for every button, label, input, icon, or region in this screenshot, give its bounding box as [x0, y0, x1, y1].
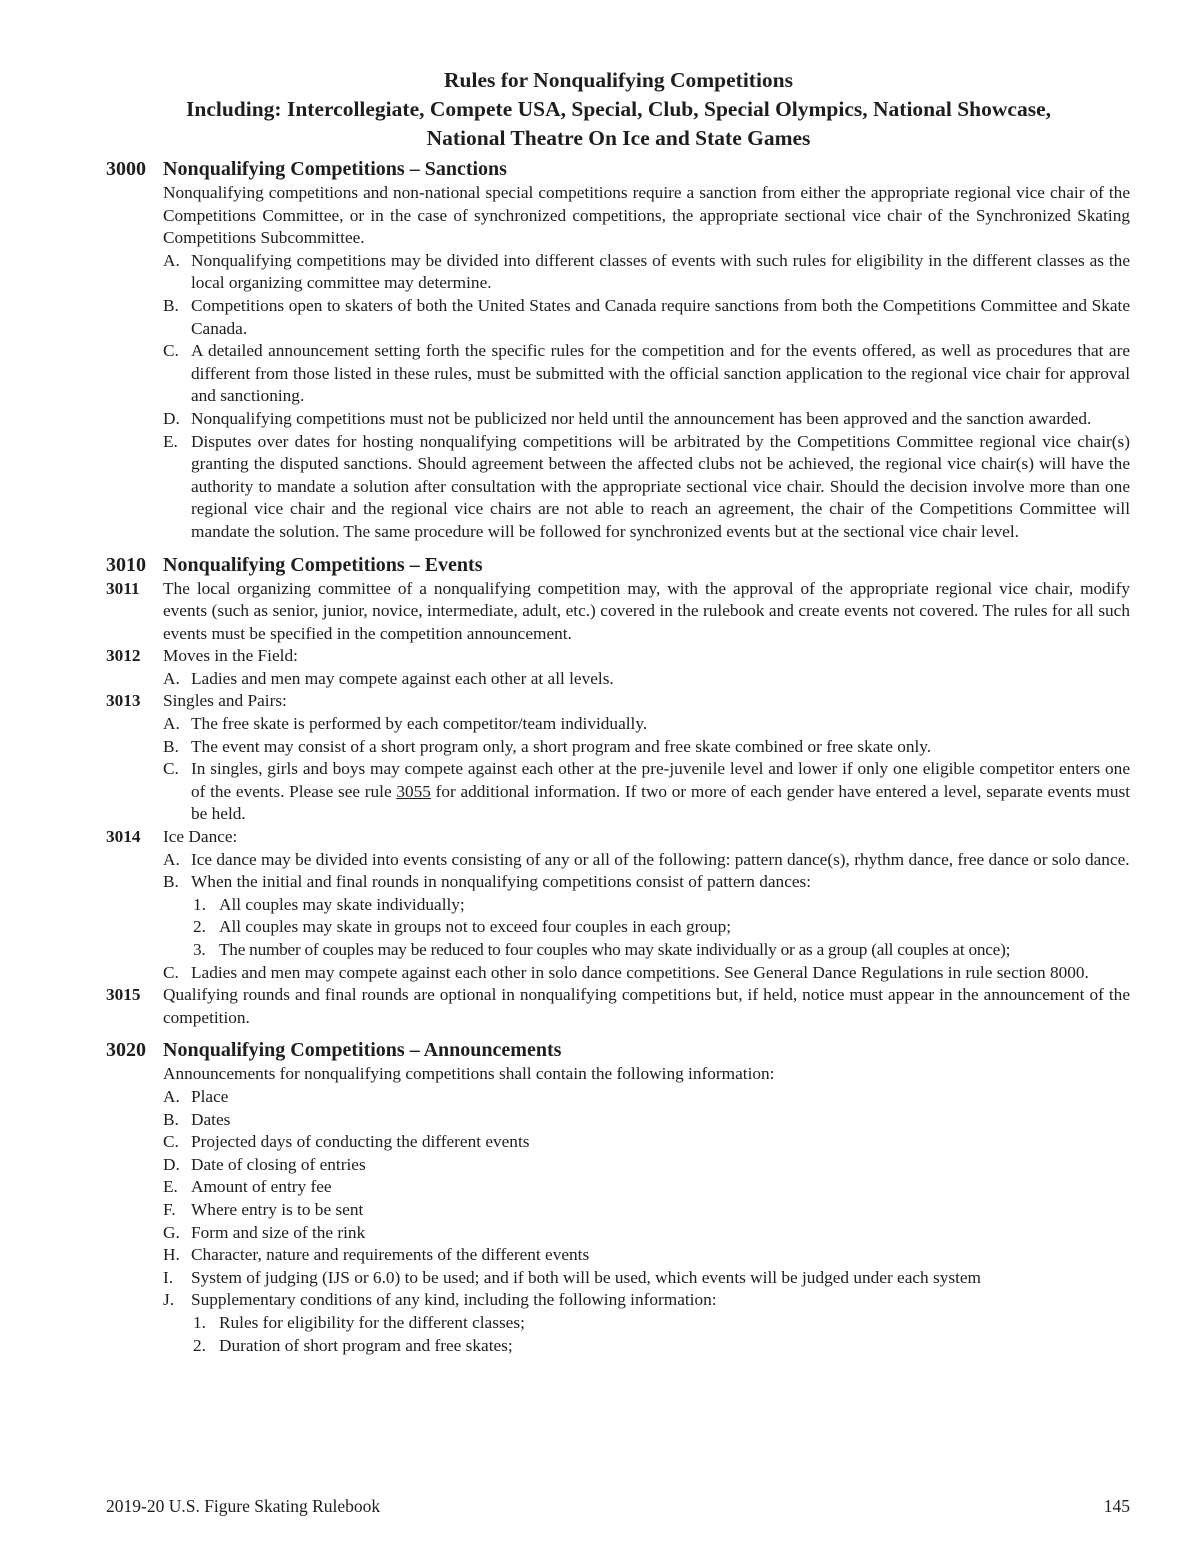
list-item — [106, 408, 1130, 431]
list-item — [106, 849, 1130, 872]
list-item — [106, 758, 1130, 826]
rule-number: 3012 — [106, 646, 141, 666]
item-label: H. — [163, 1245, 180, 1265]
item-label: D. — [163, 408, 180, 428]
item-text: Place — [191, 1086, 229, 1106]
footer-book-title: 2019-20 U.S. Figure Skating Rulebook — [106, 1496, 381, 1516]
rule-3011 — [106, 578, 1130, 646]
item-label: C. — [163, 962, 179, 982]
item-text-after: for additional information. If two or more of each gender have entered a level, separate events must be held. — [191, 781, 1130, 824]
item-label: A. — [163, 1086, 180, 1106]
item-label: C. — [163, 1132, 179, 1152]
rule-3015 — [106, 984, 1130, 1029]
section-title: Nonqualifying Competitions – Events — [163, 553, 483, 576]
item-text: Disputes over dates for hosting nonqualifying competitions will be arbitrated by the Competitions Committee regional vice chair(s) granting the disputed sanctions. Should agreement between the affected clubs not be achieved, the regional vice chair(s) will have the authority to mandate a solution after consultation with the appropriate sectional vice chair. Should the decision involve more than one regional vice chair and the regional vice chairs are not able to reach an agreement, the chair of the Competitions Committee will mandate the solution. The same procedure will be followed for synchronized events but at the sectional vice chair level. — [191, 431, 1130, 541]
sub-label: 1. — [193, 1312, 206, 1332]
sub-item — [106, 916, 1130, 939]
item-text: Dates — [191, 1109, 231, 1129]
section-title: Nonqualifying Competitions – Sanctions — [163, 158, 507, 180]
list-item — [106, 1289, 1130, 1312]
list-item — [106, 250, 1130, 295]
item-text: Where entry is to be sent — [191, 1199, 364, 1219]
list-item — [106, 1086, 1130, 1109]
list-item — [106, 962, 1130, 985]
list-item — [106, 1222, 1130, 1245]
title-line-2: Including: Intercollegiate, Compete USA, Special, Club, Special Olympics, National Showcase, — [186, 97, 1051, 121]
list-item — [106, 1199, 1130, 1222]
sub-label: 2. — [193, 917, 206, 937]
item-label: I. — [163, 1267, 174, 1287]
list-item — [106, 713, 1130, 736]
item-text: Character, nature and requirements of the different events — [191, 1245, 590, 1265]
rules-content — [106, 156, 1130, 1357]
item-text: The free skate is performed by each competitor/team individually. — [191, 714, 648, 734]
rule-text: The local organizing committee of a nonqualifying competition may, with the approval of the appropriate regional vice chair, modify events (such as senior, junior, novice, intermediate, adult, etc.) covered in the rulebook and create events not covered. The rules for all such events must be specified in the competition announcement. — [163, 578, 1130, 643]
list-item — [106, 668, 1130, 691]
sub-text: All couples may skate individually; — [219, 894, 465, 914]
item-label: D. — [163, 1154, 180, 1174]
sub-text: All couples may skate in groups not to exceed four couples in each group; — [219, 917, 732, 937]
section-heading-3020 — [106, 1037, 1130, 1063]
page-number: 145 — [1103, 1496, 1130, 1516]
item-text: Ladies and men may compete against each other in solo dance competitions. See General Dance Regulations in rule section 8000. — [191, 962, 1089, 982]
sub-label: 2. — [193, 1335, 206, 1355]
item-text: Ice dance may be divided into events consisting of any or all of the following: pattern dance(s), rhythm dance, free dance or solo dance. — [191, 849, 1130, 869]
section-title: Nonqualifying Competitions – Announcements — [163, 1039, 562, 1062]
rule-number: 3015 — [106, 985, 141, 1005]
item-label: C. — [163, 759, 179, 779]
item-label: A. — [163, 668, 180, 688]
list-item — [106, 871, 1130, 894]
list-item — [106, 431, 1130, 544]
sub-item — [106, 894, 1130, 917]
section-intro: Announcements for nonqualifying competitions shall contain the following information: — [163, 1064, 775, 1084]
sub-label: 3. — [193, 940, 206, 959]
section-heading-3010 — [106, 552, 1130, 578]
item-text: Nonqualifying competitions must not be publicized nor held until the announcement has been approved and the sanction awarded. — [191, 408, 1092, 428]
rule-3014 — [106, 826, 1130, 849]
item-text: Projected days of conducting the different events — [191, 1132, 530, 1152]
section-intro: Nonqualifying competitions and non-national special competitions require a sanction from either the appropriate regional vice chair of the Competitions Committee, or in the case of synchronized competitions, the appropriate sectional vice chair of the Synchronized Skating Competitions Subcommittee. — [163, 183, 1130, 248]
section-heading-3000 — [106, 156, 1130, 182]
item-label: E. — [163, 431, 178, 451]
item-text: A detailed announcement setting forth the specific rules for the competition and for the events offered, as well as procedures that are different from those listed in these rules, must be submitted with the official sanction application to the regional vice chair for approval and sanctioning. — [191, 341, 1130, 406]
sub-text: Duration of short program and free skates; — [219, 1335, 513, 1355]
item-label: A. — [163, 849, 180, 869]
rule-3012 — [106, 645, 1130, 668]
section-number: 3020 — [106, 1039, 146, 1062]
rule-3013 — [106, 690, 1130, 713]
list-item — [106, 295, 1130, 340]
item-label: J. — [163, 1290, 175, 1310]
sub-item — [106, 939, 1130, 962]
sub-item — [106, 1312, 1130, 1335]
list-item — [106, 1267, 1130, 1290]
item-label: B. — [163, 736, 179, 756]
section-number: 3000 — [106, 158, 146, 180]
rule-number: 3014 — [106, 827, 141, 847]
sub-item — [106, 1335, 1130, 1358]
rule-text: Moves in the Field: — [163, 646, 298, 666]
title-line-3: National Theatre On Ice and State Games — [426, 126, 811, 150]
item-label: F. — [163, 1199, 176, 1219]
item-label: A. — [163, 250, 180, 270]
item-text: When the initial and final rounds in nonqualifying competitions consist of pattern dances: — [191, 872, 812, 892]
list-item — [106, 1176, 1130, 1199]
rule-text: Ice Dance: — [163, 827, 238, 847]
item-label: G. — [163, 1222, 180, 1242]
item-text: The event may consist of a short program only, a short program and free skate combined or free skate only. — [191, 736, 932, 756]
list-item — [106, 1109, 1130, 1132]
item-label: B. — [163, 872, 179, 892]
item-text-before: In singles, girls and boys may compete against each other at the pre-juvenile level and lower if only one eligible competitor enters one of the events. Please see rule — [191, 759, 1130, 801]
item-label: A. — [163, 714, 180, 734]
item-text: Competitions open to skaters of both the United States and Canada require sanctions from both the Competitions Committee and Skate Canada. — [191, 295, 1130, 338]
item-label: E. — [163, 1177, 178, 1197]
sub-text: Rules for eligibility for the different classes; — [219, 1312, 525, 1332]
item-label: B. — [163, 295, 179, 315]
item-text: Ladies and men may compete against each other at all levels. — [191, 668, 614, 688]
rule-number: 3013 — [106, 691, 141, 711]
list-item — [106, 1154, 1130, 1177]
rule-text: Qualifying rounds and final rounds are optional in nonqualifying competitions but, if held, notice must appear in the announcement of the competition. — [163, 985, 1130, 1027]
page-title — [0, 66, 1200, 153]
list-item — [106, 1131, 1130, 1154]
rule-number: 3011 — [106, 578, 140, 598]
item-text: System of judging (IJS or 6.0) to be used; and if both will be used, which events will be judged under each system — [191, 1267, 982, 1287]
item-label: C. — [163, 341, 179, 361]
sub-text: The number of couples may be reduced to four couples who may skate individually or as a group (all couples at once); — [219, 940, 1011, 959]
section-number: 3010 — [106, 553, 146, 576]
rule-text: Singles and Pairs: — [163, 691, 287, 711]
title-line-1: Rules for Nonqualifying Competitions — [443, 68, 794, 92]
list-item — [106, 1244, 1130, 1267]
item-text: Supplementary conditions of any kind, including the following information: — [191, 1290, 717, 1310]
item-label: B. — [163, 1109, 179, 1129]
item-text: Date of closing of entries — [191, 1154, 366, 1174]
item-text: Nonqualifying competitions may be divided into different classes of events with such rules for eligibility in the different classes as the local organizing committee may determine. — [191, 250, 1130, 293]
list-item — [106, 340, 1130, 408]
list-item — [106, 736, 1130, 759]
sub-label: 1. — [193, 894, 206, 914]
rule-link-3055[interactable]: 3055 — [396, 781, 431, 801]
item-text: Form and size of the rink — [191, 1222, 366, 1242]
item-text: Amount of entry fee — [191, 1177, 332, 1197]
